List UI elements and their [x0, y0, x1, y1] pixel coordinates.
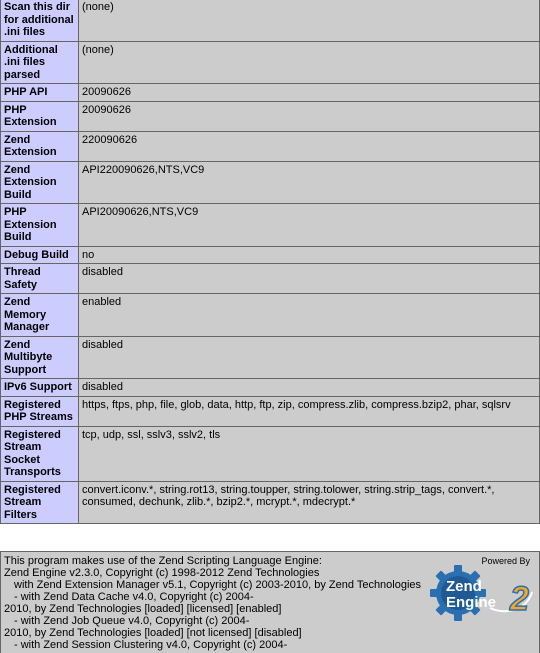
credits-line: Zend Engine v2.3.0, Copyright (c) 1998-2012 Zend Technologies [4, 567, 320, 579]
row-label: PHP API [1, 84, 79, 102]
logo-text-engine: Engine [446, 594, 497, 611]
table-row [1, 379, 540, 397]
credits-line: This program makes use of the Zend Scripting Language Engine: [4, 555, 322, 567]
credits-line: 2010, by Zend Technologies [loaded] [not licensed] [disabled] [4, 627, 302, 639]
zend-gear-icon [430, 564, 536, 622]
table-row [1, 336, 540, 379]
table-row [1, 131, 540, 161]
table-row [1, 246, 540, 264]
zend-engine-logo[interactable] [430, 552, 536, 620]
row-value: tcp, udp, ssl, sslv3, sslv2, tls [79, 426, 540, 481]
table-row [1, 264, 540, 294]
credits-line: - with Zend Data Cache v4.0, Copyright (c) 2004- [14, 591, 254, 603]
row-value: disabled [79, 379, 540, 397]
row-label: PHP Extension Build [1, 204, 79, 247]
row-value: disabled [79, 336, 540, 379]
credits-line: - with Zend Session Clustering v4.0, Copyright (c) 2004- [14, 639, 288, 651]
row-label: PHP Extension [1, 101, 79, 131]
table-row [1, 84, 540, 102]
row-label: Registered PHP Streams [1, 396, 79, 426]
credits-line: with Zend Extension Manager v5.1, Copyright (c) 2003-2010, by Zend Technologies [14, 579, 422, 591]
row-label: IPv6 Support [1, 379, 79, 397]
row-value: 20090626 [79, 101, 540, 131]
row-label: Additional .ini files parsed [1, 41, 79, 84]
zend-credits-box [0, 551, 540, 653]
row-value: enabled [79, 294, 540, 337]
row-label: Zend Multibyte Support [1, 336, 79, 379]
table-row [1, 101, 540, 131]
logo-version: 2 [510, 580, 529, 618]
table-row [1, 0, 540, 41]
table-row [1, 41, 540, 84]
table-row [1, 294, 540, 337]
credits-line: - with Zend Job Queue v4.0, Copyright (c) 2004- [14, 615, 250, 627]
row-label: Zend Extension Build [1, 161, 79, 204]
logo-caption: Powered By [481, 556, 530, 566]
row-value: no [79, 246, 540, 264]
table-row [1, 426, 540, 481]
table-row [1, 481, 540, 524]
credits-line: 2010, by Zend Technologies [loaded] [licensed] [enabled] [4, 603, 282, 615]
table-row [1, 161, 540, 204]
logo-text-zend: Zend [446, 578, 482, 595]
row-value: https, ftps, php, file, glob, data, http, ftp, zip, compress.zlib, compress.bzip2, phar, sqlsrv [79, 396, 540, 426]
row-label: Scan this dir for additional .ini files [1, 0, 79, 41]
row-value: API20090626,NTS,VC9 [79, 204, 540, 247]
table-row [1, 204, 540, 247]
row-label: Zend Memory Manager [1, 294, 79, 337]
row-value: convert.iconv.*, string.rot13, string.toupper, string.tolower, string.strip_tags, convert.*, consumed, dechunk, zlib.*, bzip2.*, mcrypt.*, mdecrypt.* [79, 481, 540, 524]
row-label: Registered Stream Socket Transports [1, 426, 79, 481]
row-value: (none) [79, 41, 540, 84]
row-value: (none) [79, 0, 540, 41]
row-label: Thread Safety [1, 264, 79, 294]
row-label: Debug Build [1, 246, 79, 264]
row-value: 20090626 [79, 84, 540, 102]
row-label: Zend Extension [1, 131, 79, 161]
table-row [1, 396, 540, 426]
row-value: disabled [79, 264, 540, 294]
row-label: Registered Stream Filters [1, 481, 79, 524]
row-value: API220090626,NTS,VC9 [79, 161, 540, 204]
row-value: 220090626 [79, 131, 540, 161]
